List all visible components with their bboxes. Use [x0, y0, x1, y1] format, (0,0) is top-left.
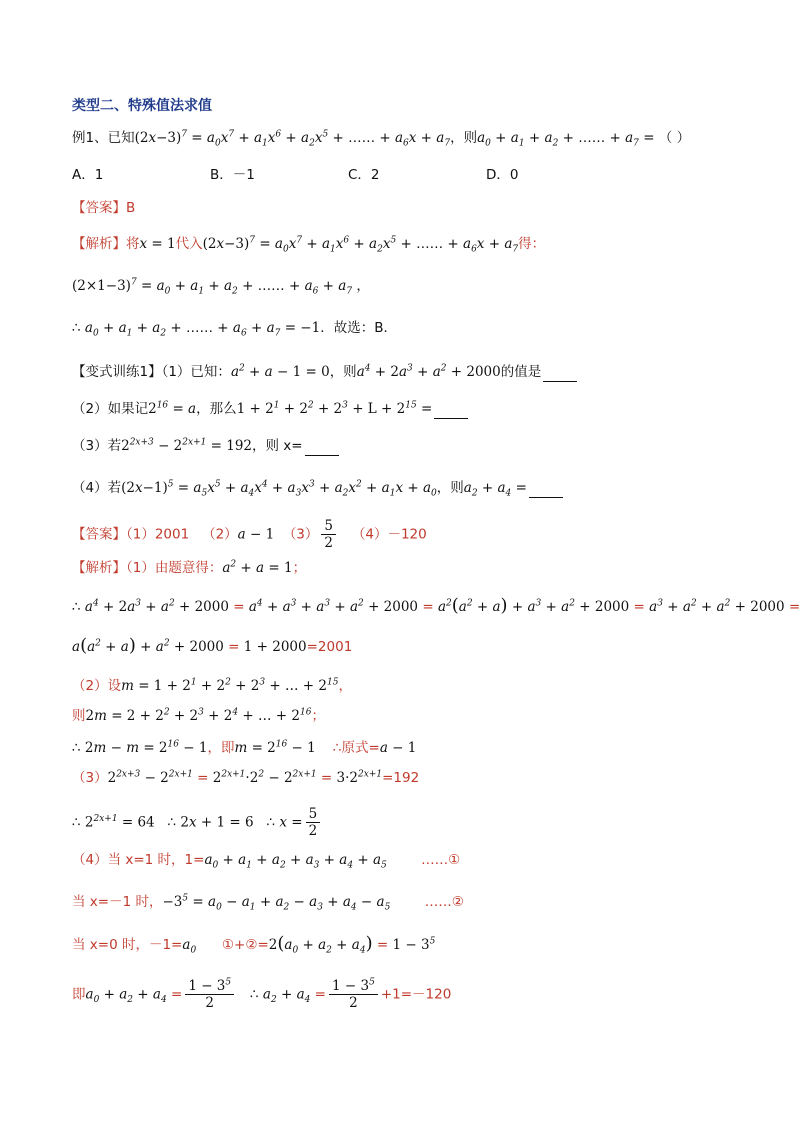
- q3-blank: [305, 441, 339, 456]
- variant-answer-label: 【答案】: [72, 526, 126, 543]
- choice-c: C．2: [348, 167, 380, 183]
- a1-result: =2001: [306, 639, 353, 655]
- variant-analysis-4c: 当 x=0 时，$-1=a_0$ $①+②=2(a_0 + a_2 + a_4) = 1 - 3^5$: [72, 933, 436, 956]
- answer-value: B: [126, 200, 136, 216]
- q4-mid: ，则: [436, 480, 464, 496]
- q1-blank: [543, 367, 577, 382]
- variant-q1: 【变式训练1】（1）已知：$a^2 + a - 1 = 0$，则$a^4 + 2a^3 + a^2 + 2000$的值是: [72, 362, 577, 382]
- a4-line4-result: +1=－120: [380, 986, 452, 1003]
- analysis-label: 【解析】: [72, 236, 126, 252]
- example-blank: （ ）: [658, 130, 691, 146]
- variant-analysis-3b: ∴ $2^{2x+1} = 64$ ∴ 2x + 1 = 6 ∴ x = $\frac{5}{2}$: [72, 806, 323, 839]
- analysis-text: 将: [126, 236, 140, 252]
- conclusion-text: ．故选：B．: [320, 320, 397, 336]
- example-then: ，则: [450, 130, 478, 146]
- example-step: $(2\times 1-3)^7 = a_0 + a_1 + a_2$ + …… + $a_6 + a_7$ ，: [72, 277, 370, 297]
- a2-then: 则: [72, 708, 86, 724]
- example-analysis: 【解析】将x = 1代入$(2x-3)^7 = a_0x^7 + a_1x^6 + a_2x^5$ + …… + $a_6x + a_7$得：: [72, 235, 546, 255]
- answer-label: 【答案】: [72, 200, 126, 216]
- variant-analysis-1c: $a(a^2 + a) + a^2 + 2000 = 1 + 2000=2001$: [72, 635, 353, 656]
- choice-d: D．0: [486, 167, 519, 183]
- variant-label: 【变式训练1】: [72, 364, 162, 380]
- a4-line4-prefix: 即: [72, 986, 86, 1003]
- example-conclusion: ∴ $a_0 + a_1 + a_2$ + …… + $a_6 + a_7 = -1$．故选：B．: [72, 320, 397, 339]
- answer-1: （1）2001: [126, 526, 190, 543]
- variant-q2: （2）如果记$2^{16} = a$，那么$1 + 2^1 + 2^2 + 2^3 + L + 2^{15}$ =: [72, 399, 468, 419]
- variant-q3: （3）若$2^{2x+3} - 2^{2x+1} = 192$，则 x=: [72, 436, 339, 456]
- variant-analysis-1: 【解析】（1）由题意得：$a^2 + a = 1$；: [72, 559, 307, 576]
- a2-ie: ，即: [207, 740, 235, 756]
- answer-3: （3）: [282, 526, 319, 543]
- example-question: 例1、已知$(2x-3)^7 = a_0x^7 + a_1x^6 + a_2x^5$ + …… + $a_6x + a_7$，则$a_0 + a_1 + a_2$ + …… + $a_7$ = （ ）: [72, 129, 691, 149]
- variant-q4: （4）若$(2x-1)^5 = a_5x^5 + a_4x^4 + a_3x^3 + a_2x^2 + a_1x + a_0$，则$a_2 + a_4$ =: [72, 478, 563, 498]
- variant-analysis-1b: ∴ $a^4 + 2a^3 + a^2 + 2000 = a^4 + a^3 + a^3 + a^2 + 2000 = a^2(a^2 + a) + a^3 + a^2 + 2000 = a^3 + a^2 + a^2 + 2000$ =: [72, 595, 800, 616]
- a2-prefix: （2）设: [72, 678, 122, 694]
- q2-blank: [434, 404, 468, 419]
- q3-prefix: （3）若: [72, 438, 122, 454]
- variant-analysis-4a: （4）当 x=1 时，$1=a_0 + a_1 + a_2 + a_3 + a_4 + a_5$ ……①: [72, 852, 461, 871]
- variant-analysis-4d: 即$a_0 + a_2 + a_4$ = $\frac{1 - 3^5}{2}$ ∴ $a_2 + a_4$ = $\frac{1 - 3^5}{2}$ +1=－120: [72, 977, 452, 1011]
- a4-line1-prefix: （4）当 x=1 时，1=: [72, 852, 205, 868]
- q1-suffix: 的值是: [500, 364, 542, 380]
- a4-line2-prefix: 当 x=－1 时，: [72, 894, 163, 910]
- a1-text: （1）由题意得：: [126, 560, 223, 576]
- q2-prefix: （2）如果记: [72, 401, 149, 417]
- variant-analysis-label: 【解析】: [72, 560, 126, 576]
- example-choices: [72, 165, 624, 185]
- analysis-text: 代入: [175, 236, 203, 252]
- analysis-text: 得：: [518, 236, 546, 252]
- a4-line2-tag: ……②: [424, 894, 464, 910]
- q3-suffix: ，则 x=: [252, 438, 303, 454]
- a4-line3-mid: ①+②=: [221, 937, 269, 953]
- a3-result: =192: [382, 770, 420, 786]
- q4-blank: [529, 483, 563, 498]
- a3-prefix: （3）: [72, 770, 108, 786]
- variant-analysis-2c: ∴ $2m - m = 2^{16} - 1$，即$m = 2^{16} - 1$ ∴原式=a − 1: [72, 739, 417, 756]
- section-title: 类型二、特殊值法求值: [72, 98, 212, 114]
- variant-analysis-2a: （2）设$m = 1 + 2^1 + 2^2 + 2^3$ + … + $2^{15}$，: [72, 677, 352, 694]
- example-label: 例1、已知: [72, 130, 135, 146]
- answer-2: （2）: [202, 526, 238, 543]
- variant-analysis-4b: 当 x=－1 时，$-3^5 = a_0 - a_1 + a_2 - a_3 + a_4 - a_5$ ……②: [72, 893, 464, 913]
- a4-line1-tag: ……①: [421, 852, 461, 868]
- example-answer: [72, 198, 135, 218]
- variant-analysis-3a: $(3)2^{2x+3} - 2^{2x+1} = 2^{2x+1}\cdot 2^2 - 2^{2x+1} = 3\cdot 2^{2x+1}=192$: [72, 769, 420, 786]
- choice-b: B．－1: [210, 167, 255, 183]
- choice-a: A．1: [72, 167, 104, 183]
- a4-line3-prefix: 当 x=0 时，－1=: [72, 937, 183, 953]
- q1-prefix: （1）已知：: [161, 364, 231, 380]
- q4-prefix: （4）若: [72, 480, 122, 496]
- q1-mid: ，则: [329, 364, 357, 380]
- answer-4: （4）－120: [351, 526, 427, 543]
- a2-orig: ∴原式=: [332, 740, 380, 756]
- variant-analysis-2b: 则$2m = 2 + 2^2 + 2^3 + 2^4$ + … + $2^{16}$；: [72, 707, 325, 724]
- variant-answer: 【答案】（1）2001 （2）a − 1 （3） $\frac{5}{2}$ （4）－120: [72, 518, 427, 551]
- q2-mid: ，那么: [196, 401, 237, 417]
